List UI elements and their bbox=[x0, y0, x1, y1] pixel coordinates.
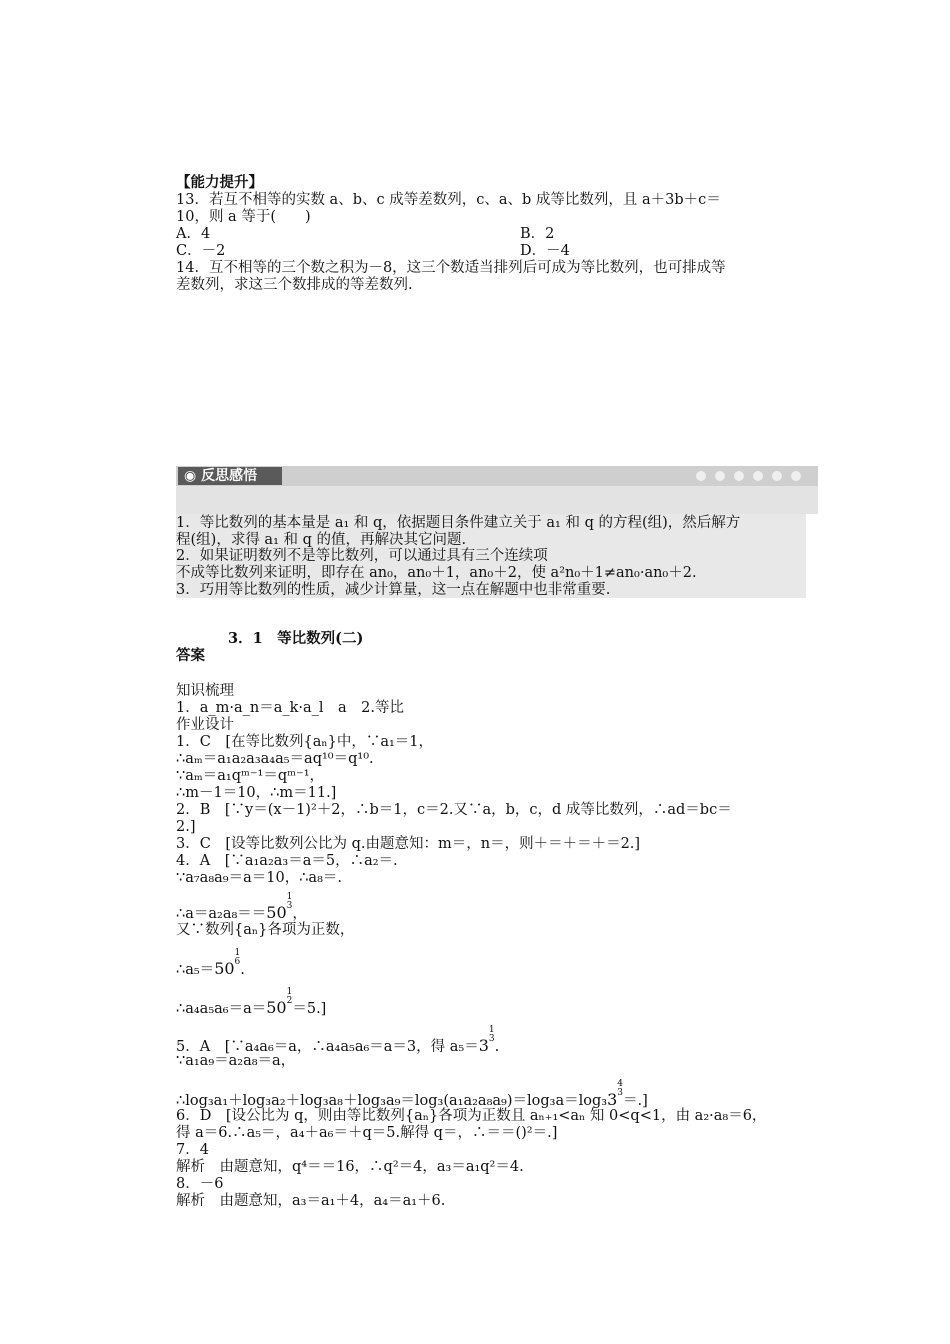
answer1-line1: 1．C [在等比数列{aₙ}中，∵a₁＝1， bbox=[176, 734, 434, 750]
answer4-line6 bbox=[176, 988, 326, 1018]
decor-dot-icon bbox=[696, 471, 706, 481]
q14-line1: 14．互不相等的三个数之积为－8，这三个数适当排列后可成为等比数列，也可排成等 bbox=[176, 260, 726, 276]
reflect-header-strip bbox=[176, 466, 818, 486]
punctuation: . bbox=[494, 1039, 500, 1055]
answer-section-title: 3．1 等比数列(二) bbox=[228, 630, 364, 647]
work-heading: 作业设计 bbox=[176, 717, 234, 733]
exponent-numerator: 1 bbox=[488, 1025, 495, 1035]
power-base: 3 bbox=[478, 1036, 489, 1055]
answer3-line: 3．C [设等比数列公比为 q.由题意知：m＝，n＝，则＋＝＋＝＋＝2.] bbox=[176, 836, 641, 852]
power-base: 50 bbox=[266, 903, 287, 922]
answer4-line5 bbox=[176, 949, 245, 979]
answer4-line4: 又∵数列{aₙ}各项为正数， bbox=[176, 922, 355, 938]
answer4-line5-text: ∴a₅＝ bbox=[176, 962, 215, 978]
answer2-line2: 2.] bbox=[176, 819, 196, 835]
power-base: 3 bbox=[607, 1090, 618, 1109]
answer6-line2: 得 a＝6.∴a₅＝，a₄＋a₆＝＋q＝5.解得 q＝，∴＝＝()²＝.] bbox=[176, 1125, 558, 1141]
q13-option-c: C．－2 bbox=[176, 243, 226, 259]
answer1-line4: ∴m－1＝10，∴m＝11.] bbox=[176, 785, 337, 801]
q13-line2: 10，则 a 等于( ) bbox=[176, 209, 311, 225]
answer7-line1: 7．4 bbox=[176, 1142, 209, 1158]
answer8-line1: 8．－6 bbox=[176, 1176, 224, 1192]
q13-option-b: B．2 bbox=[520, 226, 555, 242]
exponent-numerator: 1 bbox=[234, 948, 241, 958]
exponent-denominator: 6 bbox=[234, 957, 241, 967]
punctuation: ＝5.] bbox=[292, 1001, 327, 1017]
answer4-line3 bbox=[176, 893, 307, 923]
exponent-denominator: 3 bbox=[488, 1034, 495, 1044]
exponent-denominator: 2 bbox=[286, 996, 293, 1006]
q14-line2: 差数列，求这三个数排成的等差数列. bbox=[176, 277, 413, 293]
decor-dot-icon bbox=[734, 471, 744, 481]
q13-option-a: A．4 bbox=[176, 226, 211, 242]
punctuation: ， bbox=[292, 906, 307, 922]
knowledge-heading: 知识梳理 bbox=[176, 683, 234, 699]
answer5-line1-text: 5．A [∵a₄a₆＝a，∴a₄a₅a₆＝a＝3，得 a₅＝ bbox=[176, 1039, 479, 1055]
reflect-title: ◉ 反思感悟 bbox=[178, 467, 282, 485]
exponent-numerator: 1 bbox=[286, 987, 293, 997]
punctuation: ＝.] bbox=[623, 1093, 648, 1109]
q13-option-d: D．－4 bbox=[520, 243, 570, 259]
reflect-line4: 不成等比数列来证明，即存在 an₀，an₀＋1，an₀＋2，使 a²n₀＋1≠an₀·an₀＋2. bbox=[176, 565, 697, 581]
exponent-numerator: 1 bbox=[286, 892, 293, 902]
answer5-line2: ∵a₁a₉＝a₂a₈＝a， bbox=[176, 1053, 296, 1069]
answer5-line3 bbox=[176, 1080, 648, 1110]
decor-dot-icon bbox=[772, 471, 782, 481]
decor-dot-icon bbox=[753, 471, 763, 481]
exponent-denominator: 3 bbox=[286, 901, 293, 911]
answer5-line3-text: ∴log₃a₁＋log₃a₂＋log₃a₈＋log₃a₉＝log₃(a₁a₂a₈a₉)＝log₃a＝log₃ bbox=[176, 1093, 608, 1109]
exponent-denominator: 3 bbox=[617, 1088, 623, 1098]
answer4-line6-text: ∴a₄a₅a₆＝a＝ bbox=[176, 1001, 267, 1017]
punctuation: . bbox=[240, 962, 245, 978]
reflect-line3: 2．如果证明数列不是等比数列，可以通过具有三个连续项 bbox=[176, 548, 548, 564]
reflect-header-bar bbox=[176, 466, 818, 514]
q13-line1: 13．若互不相等的实数 a、b、c 成等差数列，c、a、b 成等比数列，且 a＋3b＋c＝ bbox=[176, 192, 721, 208]
answer2-line1: 2．B [∵y＝(x－1)²＋2，∴b＝1，c＝2.又∵a，b，c，d 成等比数列，∴ad＝bc＝ bbox=[176, 802, 732, 818]
answer-heading: 答案 bbox=[176, 647, 205, 664]
section-ability-heading: 【能力提升】 bbox=[176, 174, 263, 191]
reflect-line1: 1．等比数列的基本量是 a₁ 和 q，依据题目条件建立关于 a₁ 和 q 的方程(组)，然后解方 bbox=[176, 515, 741, 531]
power-base: 50 bbox=[214, 959, 235, 978]
exponent-numerator: 4 bbox=[617, 1079, 623, 1089]
answer4-line1: 4．A [∵a₁a₂a₃＝a＝5，∴a₂＝. bbox=[176, 853, 398, 869]
answer4-line3-text: ∴a＝a₂a₈＝＝ bbox=[176, 906, 267, 922]
answer4-line2: ∵a₇a₈a₉＝a＝10，∴a₈＝. bbox=[176, 870, 342, 886]
reflect-line5: 3．巧用等比数列的性质，减少计算量，这一点在解题中也非常重要. bbox=[176, 582, 611, 598]
answer1-line2: ∴aₘ＝a₁a₂a₃a₄a₅＝aq¹⁰＝q¹⁰. bbox=[176, 751, 374, 767]
reflect-line2: 程(组)，求得 a₁ 和 q 的值，再解决其它问题. bbox=[176, 532, 467, 548]
answer7-line2: 解析 由题意知，q⁴＝＝16，∴q²＝4，a₃＝a₁q²＝4. bbox=[176, 1159, 524, 1175]
decor-dot-icon bbox=[791, 471, 801, 481]
power-base: 50 bbox=[266, 998, 287, 1017]
knowledge-line1: 1．a_m·a_n＝a_k·a_l a 2.等比 bbox=[176, 700, 405, 716]
answer6-line1: 6．D [设公比为 q，则由等比数列{aₙ}各项为正数且 aₙ₊₁<aₙ 知 0<q<1，由 a₂·a₈＝6， bbox=[176, 1108, 767, 1124]
decor-dot-icon bbox=[715, 471, 725, 481]
answer8-line2: 解析 由题意知，a₃＝a₁＋4，a₄＝a₁＋6. bbox=[176, 1193, 446, 1209]
answer1-line3: ∵aₘ＝a₁qᵐ⁻¹＝qᵐ⁻¹， bbox=[176, 768, 325, 784]
